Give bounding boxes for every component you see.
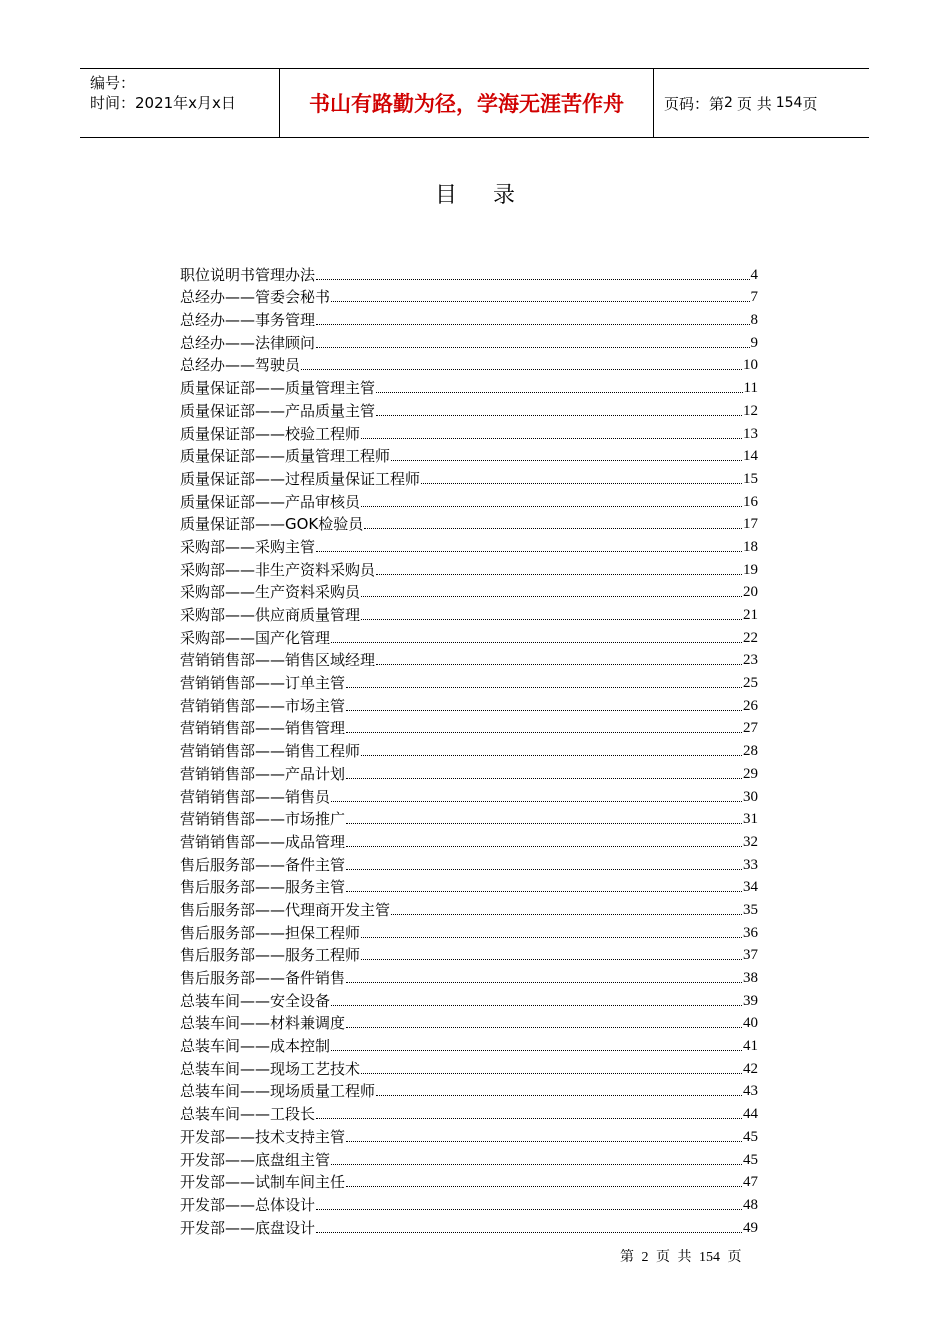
toc-entry-page: 42 [743,1060,758,1077]
toc-entry[interactable] [180,352,758,375]
toc-entry-page: 31 [743,811,758,828]
table-of-contents [180,261,758,1237]
toc-entry-title: 营销销售部——销售工程师 [180,742,361,761]
toc-entry[interactable] [180,896,758,919]
toc-entry-page: 44 [743,1106,758,1123]
toc-entry[interactable] [180,284,758,307]
toc-entry-title: 总装车间——现场工艺技术 [180,1059,361,1078]
toc-entry[interactable] [180,783,758,806]
toc-entry-title: 营销销售部——销售管理 [180,719,346,738]
toc-entry-page: 49 [743,1219,758,1236]
toc-entry-title: 营销销售部——产品计划 [180,764,346,783]
toc-entry-page: 32 [743,833,758,850]
toc-entry-page: 36 [743,924,758,941]
toc-leader-dots [331,801,742,802]
toc-leader-dots [346,778,742,779]
toc-entry-title: 质量保证部——过程质量保证工程师 [180,469,421,488]
toc-entry-page: 47 [743,1174,758,1191]
toc-entry[interactable] [180,1055,758,1078]
toc-entry-page: 7 [750,289,758,306]
toc-entry-title: 开发部——技术支持主管 [180,1127,346,1146]
toc-entry[interactable] [180,737,758,760]
toc-entry-page: 23 [743,652,758,669]
toc-leader-dots [361,506,742,507]
toc-entry[interactable] [180,987,758,1010]
toc-entry[interactable] [180,556,758,579]
toc-leader-dots [346,846,742,847]
toc-entry[interactable] [180,1100,758,1123]
toc-entry[interactable] [180,1191,758,1214]
toc-entry-title: 开发部——底盘设计 [180,1218,316,1237]
toc-leader-dots [346,1141,742,1142]
toc-entry-page: 35 [743,901,758,918]
page-current: 2 [724,95,733,111]
toc-entry-title: 开发部——总体设计 [180,1195,316,1214]
toc-entry-title: 采购部——生产资料采购员 [180,583,361,602]
toc-entry-page: 4 [750,266,758,283]
toc-leader-dots [316,1232,742,1233]
toc-entry-page: 19 [743,561,758,578]
toc-entry-title: 质量保证部——质量管理工程师 [180,447,391,466]
toc-entry-title: 营销销售部——市场推广 [180,810,346,829]
toc-entry-title: 总装车间——成本控制 [180,1037,331,1056]
toc-entry-title: 总经办——事务管理 [180,311,316,330]
toc-leader-dots [316,1209,742,1210]
page-label: 页码：第 [664,94,725,113]
toc-entry-title: 售后服务部——备件主管 [180,855,346,874]
toc-leader-dots [361,959,742,960]
toc-entry-title: 营销销售部——成品管理 [180,832,346,851]
toc-leader-dots [316,324,749,325]
toc-entry[interactable] [180,1010,758,1033]
toc-entry[interactable] [180,760,758,783]
toc-entry[interactable] [180,1123,758,1146]
page-footer: 第 2 页 共 154 页 [620,1250,742,1265]
toc-entry-page: 34 [743,879,758,896]
toc-entry[interactable] [180,1032,758,1055]
toc-entry[interactable] [180,828,758,851]
toc-entry-title: 质量保证部——校验工程师 [180,424,361,443]
toc-entry-title: 质量保证部——GOK检验员 [180,515,364,534]
toc-entry-title: 总经办——管委会秘书 [180,288,331,307]
toc-entry-page: 9 [750,334,758,351]
toc-leader-dots [316,279,749,280]
page-suffix: 页 [802,94,818,113]
toc-entry-title: 售后服务部——备件销售 [180,969,346,987]
toc-leader-dots [361,619,742,620]
toc-entry-page: 15 [743,470,758,487]
toc-entry-page: 29 [743,765,758,782]
toc-leader-dots [316,347,749,348]
toc-leader-dots [391,460,742,461]
toc-entry[interactable] [180,874,758,897]
toc-leader-dots [361,755,742,756]
toc-entry[interactable] [180,261,758,284]
toc-entry-page: 45 [743,1151,758,1168]
toc-entry-page: 40 [743,1015,758,1032]
toc-leader-dots [346,869,742,870]
toc-entry[interactable] [180,329,758,352]
toc-entry[interactable] [180,942,758,965]
toc-entry[interactable] [180,669,758,692]
header-meta [80,69,280,137]
toc-leader-dots [301,369,742,370]
toc-leader-dots [361,1073,742,1074]
toc-leader-dots [346,823,742,824]
toc-entry[interactable] [180,1214,758,1237]
toc-leader-dots [361,937,742,938]
toc-entry[interactable] [180,488,758,511]
toc-leader-dots [376,415,742,416]
toc-entry-page: 25 [743,675,758,692]
toc-entry[interactable] [180,420,758,443]
toc-entry-title: 质量保证部——产品质量主管 [180,401,376,420]
toc-entry-title: 营销销售部——销售区域经理 [180,651,376,670]
toc-entry[interactable] [180,443,758,466]
toc-leader-dots [391,914,742,915]
toc-entry[interactable] [180,397,758,420]
page-mid: 页 共 [736,94,772,113]
toc-entry-page: 26 [743,697,758,714]
toc-leader-dots [421,483,742,484]
toc-entry-page: 39 [743,992,758,1009]
toc-leader-dots [361,596,742,597]
toc-leader-dots [376,1095,742,1096]
toc-entry[interactable] [180,1146,758,1169]
toc-entry[interactable] [180,306,758,329]
toc-entry[interactable] [180,1169,758,1192]
toc-entry[interactable] [180,715,758,738]
toc-entry-title: 总装车间——现场质量工程师 [180,1082,376,1101]
toc-leader-dots [331,1005,742,1006]
toc-entry-page: 33 [743,856,758,873]
toc-entry-page: 43 [743,1083,758,1100]
toc-entry[interactable] [180,919,758,942]
number-label: 编号： [90,74,136,92]
toc-leader-dots [346,1186,742,1187]
toc-entry-title: 总装车间——材料兼调度 [180,1014,346,1033]
toc-entry[interactable] [180,511,758,534]
toc-entry-page: 41 [743,1038,758,1055]
toc-entry-title: 开发部——底盘组主管 [180,1150,331,1169]
toc-entry-title: 总经办——法律顾问 [180,333,316,352]
page-indicator [654,69,869,137]
toc-entry-title: 售后服务部——服务主管 [180,878,346,897]
toc-entry[interactable] [180,533,758,556]
toc-entry-title: 采购部——非生产资料采购员 [180,560,376,579]
time-label: 时间：2021年x月x日 [90,94,236,112]
toc-entry-page: 38 [743,970,758,986]
toc-leader-dots [364,528,742,529]
toc-leader-dots [346,1027,742,1028]
toc-entry[interactable] [180,601,758,624]
toc-leader-dots [346,982,742,983]
toc-entry-page: 8 [750,312,758,329]
toc-entry[interactable] [180,806,758,829]
motto: 书山有路勤为径，学海无涯苦作舟 [280,69,654,137]
toc-entry[interactable] [180,964,758,987]
toc-leader-dots [331,642,742,643]
toc-entry-page: 14 [743,448,758,465]
toc-entry-page: 17 [743,516,758,533]
toc-entry-title: 售后服务部——代理商开发主管 [180,900,391,919]
toc-leader-dots [361,438,742,439]
toc-leader-dots [346,687,742,688]
toc-entry-title: 售后服务部——担保工程师 [180,923,361,942]
toc-entry-title: 开发部——试制车间主任 [180,1173,346,1192]
page-title: 目录 [434,183,551,208]
toc-entry[interactable] [180,465,758,488]
toc-leader-dots [376,664,742,665]
toc-entry-title: 营销销售部——订单主管 [180,674,346,693]
toc-entry-page: 20 [743,584,758,601]
toc-leader-dots [316,551,742,552]
toc-entry-title: 质量保证部——质量管理主管 [180,379,376,398]
page-total: 154 [775,95,803,111]
toc-entry[interactable] [180,851,758,874]
toc-entry-title: 营销销售部——市场主管 [180,696,346,715]
toc-leader-dots [331,1050,742,1051]
toc-entry-title: 总装车间——安全设备 [180,991,331,1010]
toc-entry-page: 12 [743,402,758,419]
toc-leader-dots [376,392,743,393]
toc-entry-title: 总经办——驾驶员 [180,356,301,375]
toc-entry-page: 37 [743,947,758,964]
toc-leader-dots [346,710,742,711]
toc-entry-title: 采购部——供应商质量管理 [180,606,361,624]
toc-leader-dots [346,891,742,892]
toc-entry-page: 48 [743,1196,758,1213]
toc-entry-title: 营销销售部——销售员 [180,787,331,806]
toc-entry-page: 28 [743,743,758,760]
toc-leader-dots [331,301,749,302]
toc-entry[interactable] [180,692,758,715]
toc-entry-title: 售后服务部——服务工程师 [180,946,361,965]
toc-entry-page: 21 [743,607,758,623]
toc-entry-title: 职位说明书管理办法 [180,265,316,284]
toc-entry[interactable] [180,1078,758,1101]
toc-entry-page: 27 [743,720,758,737]
toc-entry-title: 采购部——采购主管 [180,537,316,556]
toc-leader-dots [316,1118,742,1119]
toc-entry-page: 10 [743,357,758,374]
toc-entry-page: 22 [743,629,758,646]
toc-entry-title: 质量保证部——产品审核员 [180,492,361,511]
toc-entry-page: 11 [743,380,758,397]
toc-entry[interactable] [180,647,758,670]
toc-entry[interactable] [180,624,758,647]
toc-entry-page: 45 [743,1128,758,1145]
toc-entry-page: 18 [743,538,758,555]
toc-leader-dots [331,1164,742,1165]
toc-leader-dots [346,732,742,733]
toc-entry-page: 16 [743,493,758,510]
toc-entry[interactable] [180,374,758,397]
toc-entry-title: 采购部——国产化管理 [180,628,331,647]
toc-entry-page: 13 [743,425,758,442]
toc-entry-title: 总装车间——工段长 [180,1105,316,1124]
toc-leader-dots [376,574,742,575]
toc-entry-page: 30 [743,788,758,805]
toc-entry[interactable] [180,579,758,602]
page-header [80,68,869,138]
